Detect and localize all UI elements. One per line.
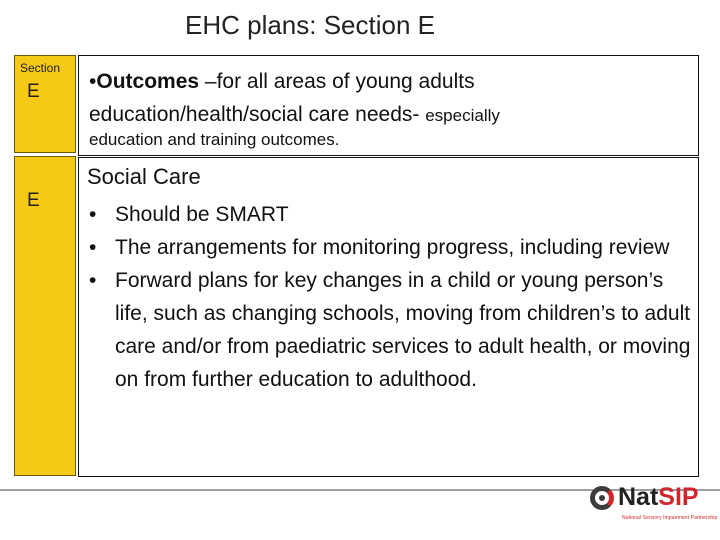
- logo-word-nat: Nat: [618, 483, 659, 511]
- logo-word-sip: SIP: [658, 483, 699, 511]
- section-label: Section: [20, 61, 61, 75]
- list-item-text: Should be SMART: [115, 203, 289, 226]
- section-letter: E: [27, 190, 40, 211]
- list-item-text: Forward plans for key changes in a child or young person’s life, such as changing schools, moving from children’s to adult care and/or from paediatric services to adult health, or moving on from further education to adulthood.: [115, 269, 691, 391]
- outcomes-bold: Outcomes: [96, 70, 200, 93]
- outcomes-small: especially: [425, 106, 500, 125]
- natsip-logo: [590, 478, 718, 526]
- bullet: •: [89, 236, 97, 259]
- page-title: EHC plans: Section E: [184, 10, 435, 40]
- bullet: •: [89, 70, 97, 93]
- outcomes-box: [78, 55, 699, 156]
- section-letter: E: [27, 81, 40, 102]
- list-item: [87, 264, 692, 396]
- section-letter-box: [14, 156, 76, 476]
- list-item: [87, 198, 692, 231]
- list-item-text: The arrangements for monitoring progress, including review: [115, 236, 670, 259]
- bullet: •: [89, 203, 97, 226]
- outcomes-text-part: –for all areas of young adults education/health/social care needs-: [89, 70, 475, 126]
- list-item: [87, 231, 692, 264]
- logo-wordmark: [618, 483, 699, 512]
- outcomes-last-line: education and training outcomes.: [89, 130, 340, 149]
- bullet: •: [89, 269, 97, 292]
- section-label-box: [14, 55, 76, 153]
- outcomes-text: [89, 65, 689, 132]
- social-care-heading: Social Care: [87, 164, 201, 189]
- social-care-list: [87, 198, 692, 396]
- logo-dot-icon: [599, 495, 605, 501]
- social-care-box: [78, 157, 699, 477]
- logo-tagline: National Sensory Impairment Partnership: [622, 515, 718, 521]
